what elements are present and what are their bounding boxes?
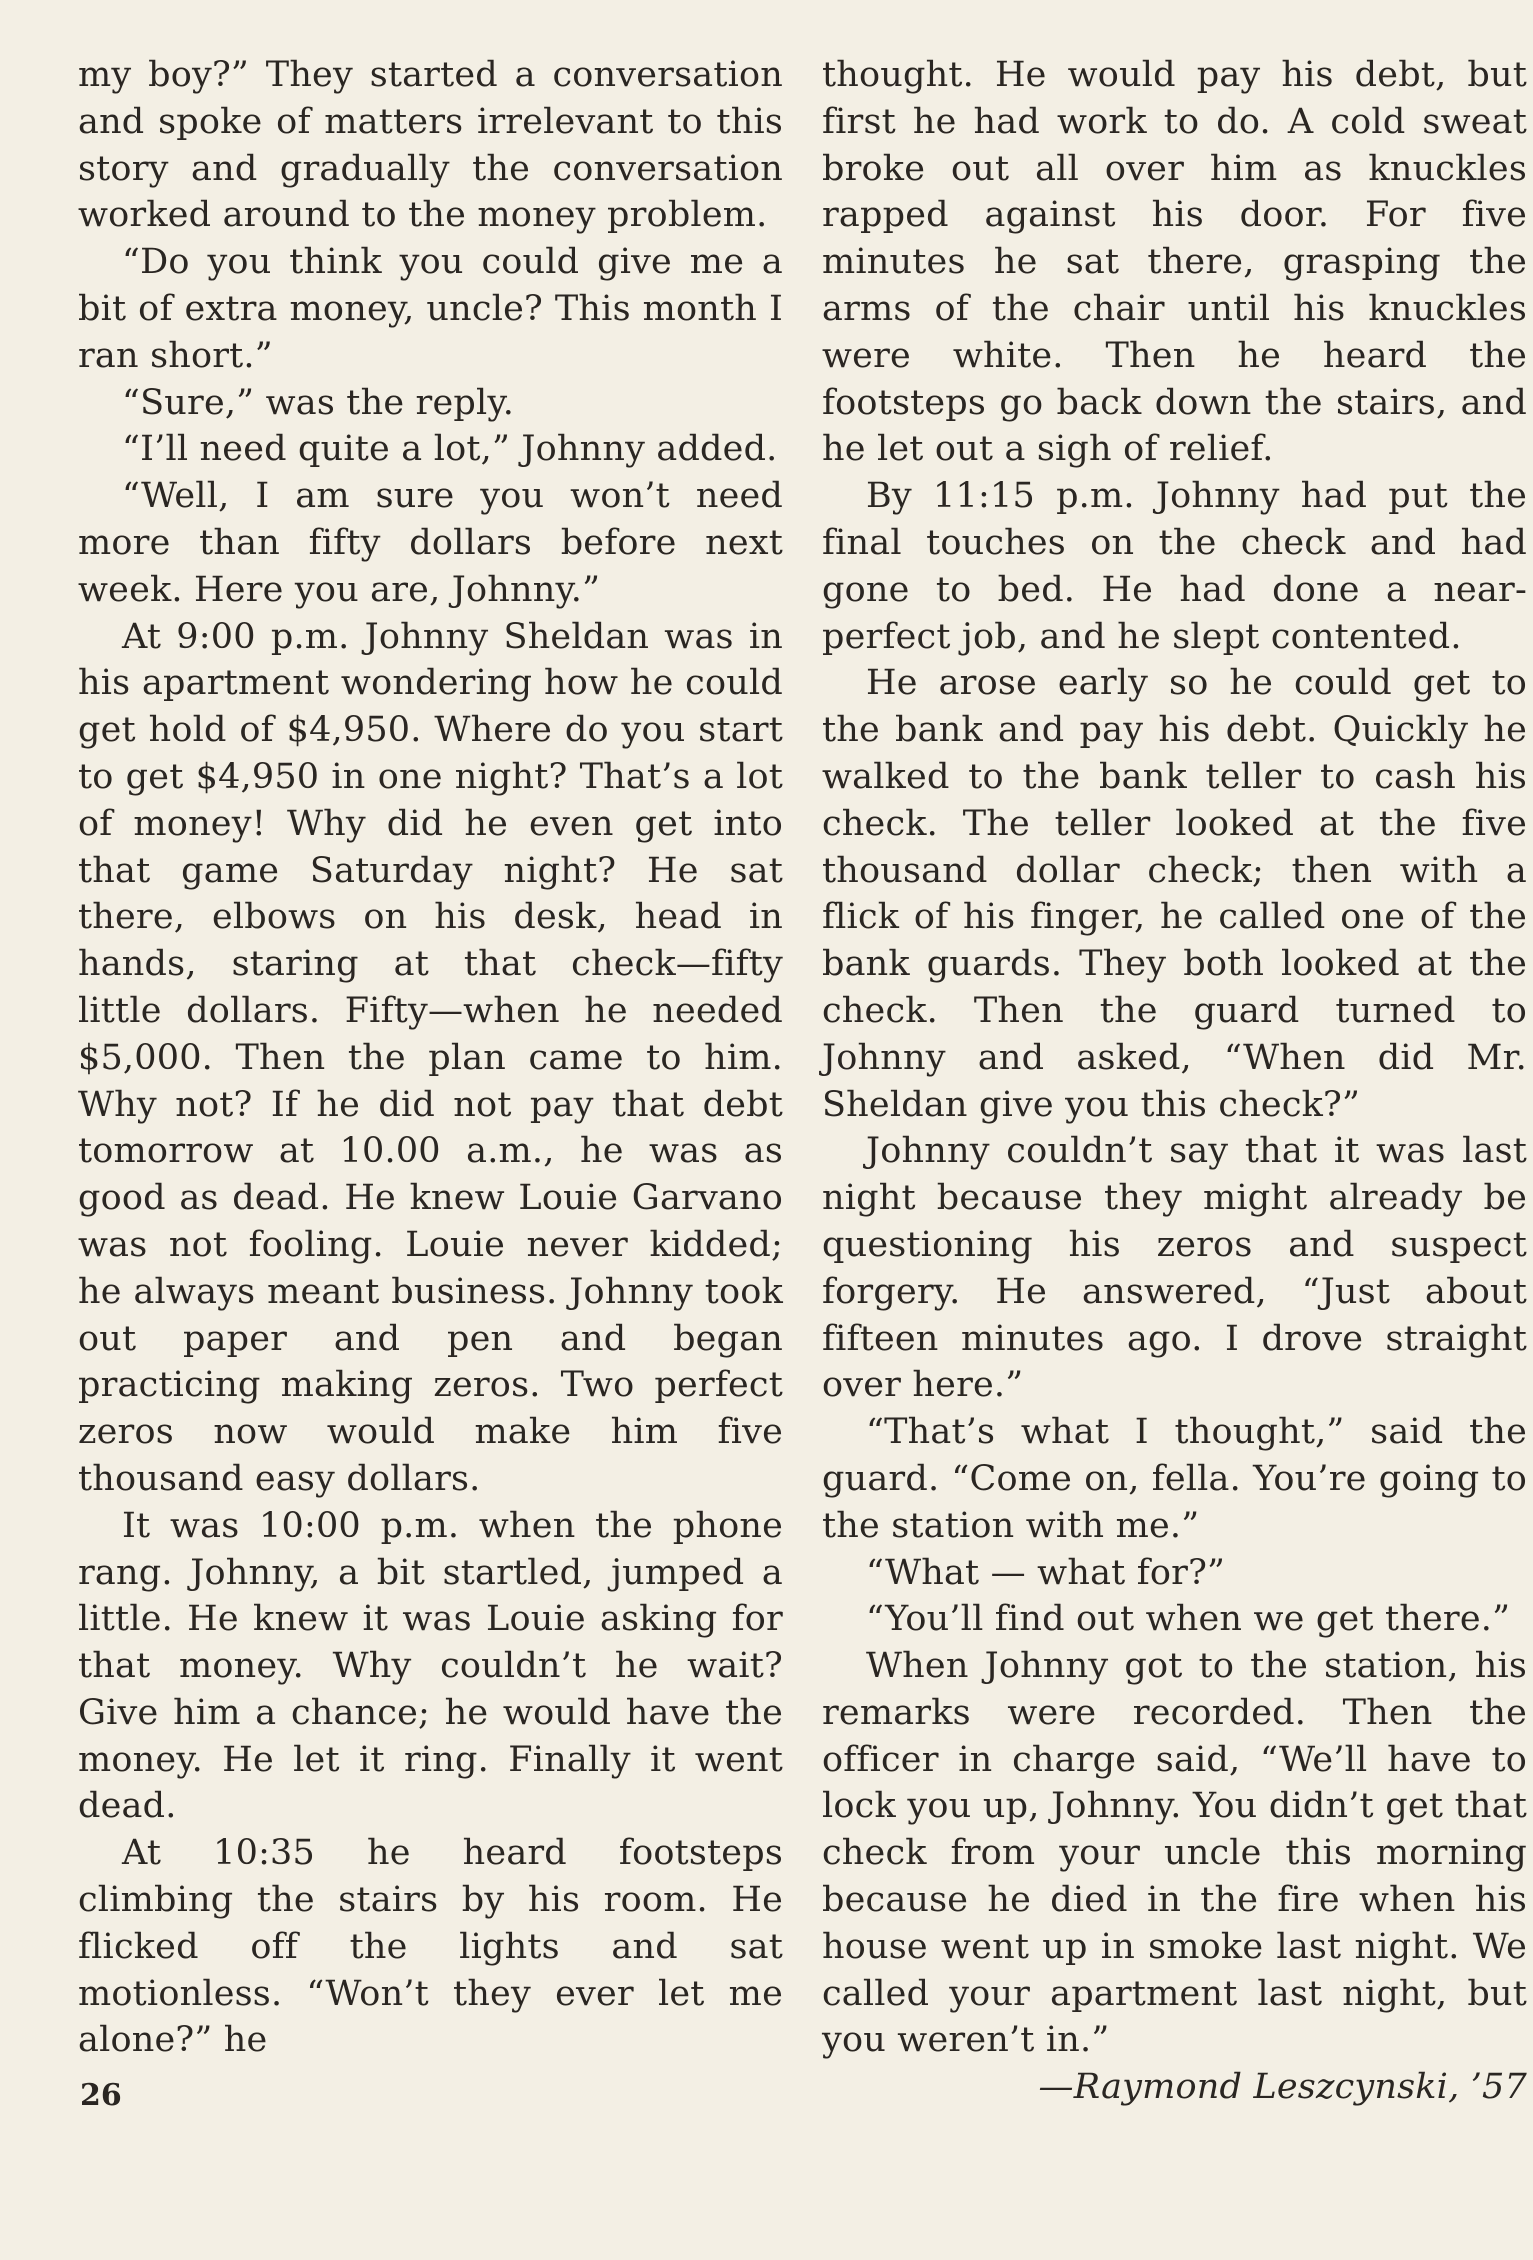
paragraph: “Do you think you could give me a bit of extra money, uncle? This month I ran short.” (78, 242, 783, 376)
left-column (78, 52, 783, 2064)
paragraph: When Johnny got to the station, his remarks were recorded. Then the officer in charge said, “We’ll have to lock you up, Johnny. You didn’t get that check from your uncle this morning because he died in the fire when his house went up in smoke last night. We called your apartment last night, but you weren’t in.” (822, 1646, 1527, 2061)
paragraph: At 9:00 p.m. Johnny Sheldan was in his apartment wondering how he could get hold of $4,950. Where do you start to get $4,950 in one night? That’s a lot of money! Why did he even get into that game Saturday night? He sat there, elbows on his desk, head in hands, staring at that check—fifty little dollars. Fifty—when he needed $5,000. Then the plan came to him. Why not? If he did not pay that debt tomorrow at 10.00 a.m., he was as good as dead. He knew Louie Garvano was not fooling. Louie never kidded; he always meant business. Johnny took out paper and pen and began practicing making zeros. Two perfect zeros now would make him five thousand easy dollars. (78, 616, 783, 1499)
paragraph: “You’ll find out when we get there.” (866, 1599, 1511, 1640)
paragraph: By 11:15 p.m. Johnny had put the final touches on the check and had gone to bed. He had done a near-perfect job, and he slept contented. (822, 476, 1527, 657)
paragraph: At 10:35 he heard footsteps climbing the stairs by his room. He flicked off the lights and sat motionless. “Won’t they ever let me alone?” he (78, 1833, 783, 2061)
paragraph: “I’ll need quite a lot,” Johnny added. (122, 429, 778, 470)
paragraph: Johnny couldn’t say that it was last night because they might already be questioning his zeros and suspect forgery. He answered, “Just about fifteen minutes ago. I drove straight over here.” (822, 1131, 1527, 1406)
paragraph: my boy?” They started a conversation and spoke of matters irrelevant to this story and gradually the conversation worked around to the money problem. (78, 55, 783, 236)
page-number: 26 (80, 2078, 122, 2113)
right-column (822, 52, 1527, 2111)
author-signature: —Raymond Leszcynski, ’57 (1038, 2067, 1527, 2108)
paragraph: “Sure,” was the reply. (122, 382, 515, 423)
paragraph: “What — what for?” (866, 1552, 1226, 1593)
paragraph: “Well, I am sure you won’t need more than fifty dollars before next week. Here you are, Johnny.” (78, 476, 783, 610)
paragraph: thought. He would pay his debt, but first he had work to do. A cold sweat broke out all over him as knuckles rapped against his door. For five minutes he sat there, grasping the arms of the chair until his knuckles were white. Then he heard the footsteps go back down the stairs, and he let out a sigh of relief. (822, 55, 1527, 470)
paragraph: He arose early so he could get to the bank and pay his debt. Quickly he walked to the bank teller to cash his check. The teller looked at the five thousand dollar check; then with a flick of his finger, he called one of the bank guards. They both looked at the check. Then the guard turned to Johnny and asked, “When did Mr. Sheldan give you this check?” (822, 663, 1527, 1125)
paragraph: “That’s what I thought,” said the guard. “Come on, fella. You’re going to the station with me.” (822, 1412, 1527, 1546)
paragraph: It was 10:00 p.m. when the phone rang. Johnny, a bit startled, jumped a little. He knew it was Louie asking for that money. Why couldn’t he wait? Give him a chance; he would have the money. He let it ring. Finally it went dead. (78, 1505, 783, 1827)
